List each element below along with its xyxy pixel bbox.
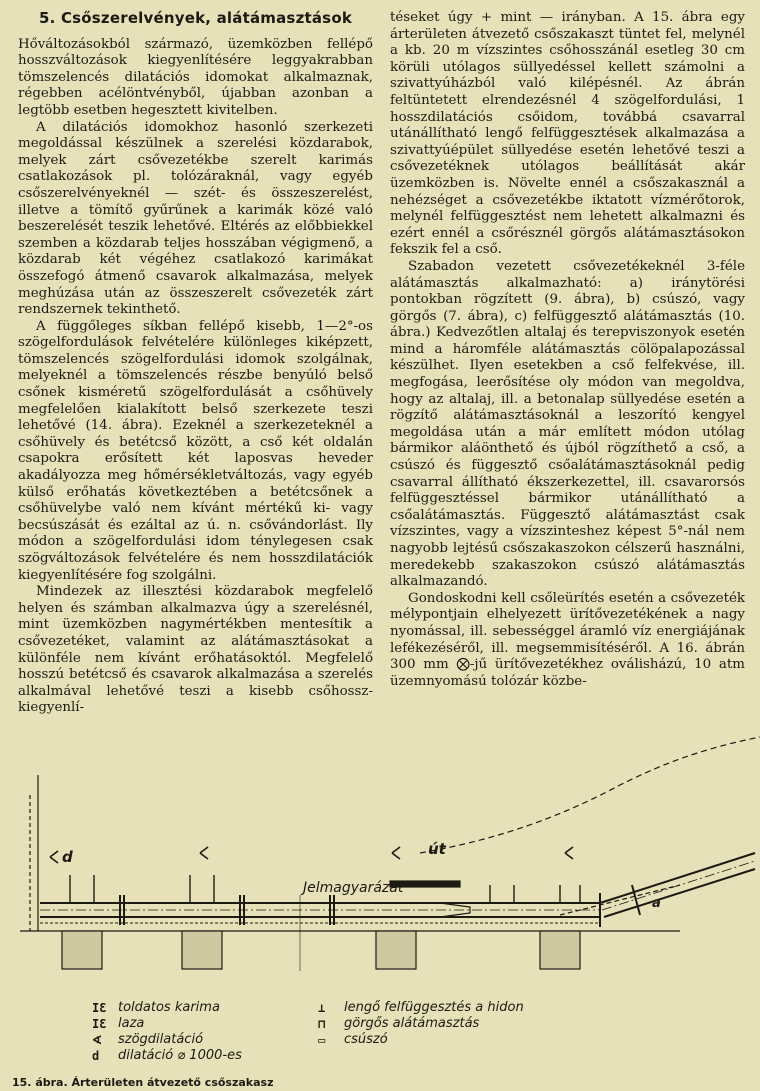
legend-item — [318, 1000, 524, 1016]
pier — [376, 931, 416, 969]
loose-flange-icon: IƐ — [92, 1017, 107, 1031]
legend-item — [318, 1016, 524, 1032]
paragraph: Mindezek az illesztési közdarabok megfelelő helyen és számban alkalmazva úgy a szerelésnél, mint üzemközben nagymértékben mentesítik a csővezetéket, valamint az alátámasztásokat a különféle nem kívánt erőhatásoktól. Megfelelő hosszú betétcső és csavarok alkalmazása a szerelés alkalmával lehetővé teszi a kisebb csőhossz-kiegyenlí- — [18, 584, 373, 716]
legend-label: dilatáció ⌀ 1000-es — [118, 1048, 242, 1063]
dilatation-icon: d — [92, 1049, 100, 1063]
legend-right — [318, 1000, 524, 1048]
pipe-incline-axis — [602, 861, 755, 910]
legend-item — [92, 1000, 242, 1016]
terrain-curve — [420, 737, 760, 853]
legend-item — [92, 1048, 242, 1064]
legend-left — [92, 1000, 242, 1064]
legend-label: lengő felfüggesztés a hidon — [344, 1000, 524, 1015]
pier — [540, 931, 580, 969]
slope-line — [560, 885, 680, 915]
pipe-incline-top — [600, 853, 755, 903]
road-label: út — [428, 840, 446, 858]
legend-title: Jelmagyarázat — [303, 880, 404, 896]
angle-joint-icon: ∢ — [92, 1033, 103, 1047]
legend-item — [92, 1032, 242, 1048]
roller-support-icon: ⊓ — [318, 1017, 326, 1031]
flange-icon: IƐ — [92, 1001, 107, 1015]
legend-label: laza — [118, 1016, 145, 1031]
pipe-incline-bottom — [604, 869, 755, 917]
left-text-column — [18, 10, 373, 717]
paragraph: Szabadon vezetett csővezetékeknél 3-féle alátámasztás alkalmazható: a) iránytörési pontokban rögzített (9. ábra), b) csúszó, vagy görgős (7. ábra), c) felfüggesztő alátámasztás (10. ábra.) Kedvezőtlen altalaj és terepviszonyok esetén mind a háromféle alátámasztás cölöpalapozással készülhet. Ilyen esetekben a cső felfekvése, ill. megfogása, leerősítése oly módon van megoldva, hogy az altalaj, ill. a betonalap süllyedése esetén a rögzítő alátámasztásoknál a leszorító kengyel megoldása után a már említett módon utólag bármikor aláönthető és újból rögzíthető a cső, a csúszó és függesztő csőalátámasztásoknál pedig csavarral állítható ékszerkezettel, ill. csavarorsós felfüggesztéssel bármikor utánállítható a csőalátámasztás. Függesztő alátámasztást csak vízszintes, vagy a vízszinteshez képest 5°-nál nem nagyobb lejtésű csőszakaszokon célszerű használni, meredekebb szakaszokon csúszó alátámasztás alkalmazandó. — [390, 258, 745, 590]
right-text-column — [390, 10, 745, 690]
paragraph: téseket úgy + mint — irányban. A 15. ábra egy árterületen átvezető csőszakaszt tüntet fel, melynél a kb. 20 m vízszintes csőhosszánál esetleg 30 cm körüli utólagos süllyedéssel kellett számolni a szivattyúházból való kilépésnél. Az ábrán feltüntetett elrendezésnél 4 szögelfordulási, 1 hosszdilatációs csőidom, továbbá csavarral utánállítható lengő felfüggesztések alkalmazása a szivattyúépület süllyedése esetén lehetővé teszi a csővezetéknek utólagos beállítását akár üzemközben is. Növelte ennél a csőszakasznál a nehézséget a csővezetékbe iktatott vízmérőtorok, melynél felfüggesztést nem lehetett alkalmazni és ezért ennél a csőrésznél görgős alátámasztásokon fekszik fel a cső. — [390, 10, 745, 258]
pier — [62, 931, 102, 969]
legend-label: szögdilatáció — [118, 1032, 204, 1047]
pier — [182, 931, 222, 969]
dilatation-mark-label: d — [62, 848, 73, 866]
sliding-support-icon: ▭ — [318, 1033, 326, 1047]
legend-item — [318, 1032, 524, 1048]
legend-label: görgős alátámasztás — [344, 1016, 480, 1031]
legend-label: toldatos karima — [118, 1000, 220, 1015]
paragraph: A dilatációs idomokhoz hasonló szerkezeti megoldással készülnek a szerelési közdarabok, melyek zárt csővezetékbe szerelt karimás csatlakozások pl. tolózáraknál, vagy egyéb csőszerelvényeknél — szét- és összeszerelést, illetve a tömítő gyűrűnek a karimák közé való beszerelését teszik lehetővé. Eltérés az előbbiekkel szemben a közdarab teljes hosszában végigmenő, a közdarab két végéhez csatlakozó karimákat összefogó átmenő csavarok alkalmazása, melyek meghúzása után az összeszerelt csővezeték zárt rendszernek tekinthető. — [18, 119, 373, 318]
paragraph: Gondoskodni kell csőleürítés esetén a csővezeték mélypontjain elhelyezett ürítővezetékének a nagy nyomással, ill. sebességgel áramló víz energiájának lefékezéséről, ill. megsemmisítéséről. A 16. ábrán 300 mm ⨂-jű ürítővezetékhez oválisházú, 10 atm üzemnyomású tolózár közbe- — [390, 590, 745, 689]
paragraph: Hőváltozásokból származó, üzemközben fellépő hosszváltozások kiegyenlítésére leggyakrabban tömszelencés dilatációs idomokat alkalmaznak, régebben acélöntvényből, újabban azonban a legtöbb esetben hegesztett kivitelben. — [18, 36, 373, 118]
legend-label: csúszó — [344, 1032, 388, 1047]
figure-caption: 15. ábra. Árterületen átvezető csőszakasz — [12, 1076, 274, 1089]
paragraph: A függőleges síkban fellépő kisebb, 1—2°-os szögelfordulások felvételére különleges kiképzett, tömszelencés szögelfordulási idomok szolgálnak, melyeknél a tömszelencés részbe benyúló belső csőnek kisméretű szögelfordulását a csőhüvely megfelelően kialakított belső szerkezete teszi lehetővé (14. ábra). Ezeknél a szerkezeteknél a csőhüvely és betétcső között, a cső két oldalán csapokra erősített két laposvas heveder akadályozza meg hőmérsékletváltozás, vagy egyéb külső erőhatás következtében a betétcsőnek a csőhüvelybe való nem kívánt mértékű ki- vagy becsúszását és ezáltal az ú. n. csővándorlást. Ily módon a szögelfordulási idom ténylegesen csak szögváltozások felvételére és nem hosszdilatációk kiegyenlítésére fog szolgálni. — [18, 318, 373, 583]
a-mark-label: a — [652, 896, 661, 911]
section-heading: 5. Csőszerelvények, alátámasztások — [38, 9, 352, 27]
hanger-icon: ⊥ — [318, 1001, 326, 1015]
legend-item — [92, 1016, 242, 1032]
